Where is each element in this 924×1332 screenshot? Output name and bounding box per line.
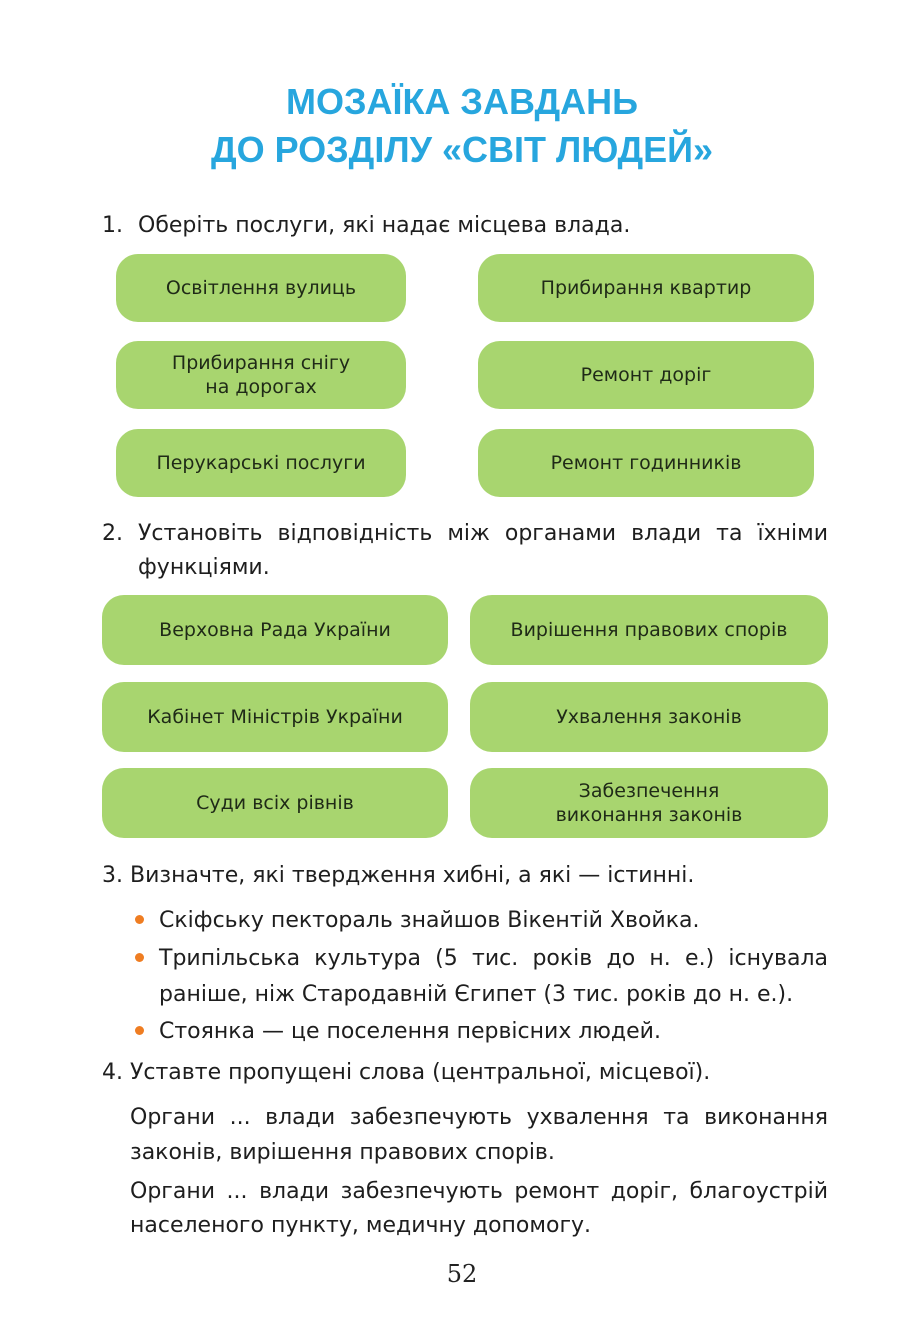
bullet-icon	[135, 915, 144, 924]
task4-text: 4. Уставте пропущені слова (центральної, місцевої).	[102, 1060, 711, 1085]
task4-paragraph-2-line1: Органи ... влади забезпечують ремонт доріг, благоустрій	[130, 1179, 828, 1204]
task1-number: 1.	[102, 213, 123, 238]
page-title-line-2: ДО РОЗДІЛУ «СВІТ ЛЮДЕЙ»	[210, 129, 714, 170]
task2-authority-courts[interactable]: Суди всіх рівнів	[102, 768, 448, 838]
task1-option-watch-repair[interactable]: Ремонт годинників	[478, 429, 814, 497]
task3-statement-1: Скіфську пектораль знайшов Вікентій Хвойка.	[159, 908, 700, 933]
task1-option-snow-removal[interactable]	[116, 341, 406, 409]
task2-function-law-enforcement-line2: виконання законів	[555, 804, 743, 826]
task3-statement-3: Стоянка — це поселення первісних людей.	[159, 1019, 661, 1044]
task1-option-street-lighting[interactable]: Освітлення вулиць	[116, 254, 406, 322]
task2-authority-cabinet-of-ministers[interactable]: Кабінет Міністрів України	[102, 682, 448, 752]
task2-function-law-enforcement[interactable]	[470, 768, 828, 838]
task1-text: Оберіть послуги, які надає місцева влада.	[138, 213, 631, 238]
task4-paragraph-2-line2: населеного пункту, медичну допомогу.	[130, 1213, 592, 1238]
task4-paragraph-1-line1: Органи ... влади забезпечують ухвалення та виконання	[130, 1105, 828, 1130]
task1-option-snow-removal-line2: на дорогах	[205, 376, 317, 398]
task1-option-hairdressing[interactable]: Перукарські послуги	[116, 429, 406, 497]
page-title-line-1: МОЗАЇКА ЗАВДАНЬ	[285, 81, 639, 122]
bullet-icon	[135, 1026, 144, 1035]
task2-function-law-adoption[interactable]: Ухвалення законів	[470, 682, 828, 752]
task2-authority-verkhovna-rada[interactable]: Верховна Рада України	[102, 595, 448, 665]
task4-paragraph-1-line2: законів, вирішення правових спорів.	[130, 1140, 555, 1165]
task2-text-line2: функціями.	[138, 555, 270, 580]
task2-number: 2.	[102, 521, 123, 546]
task1-option-road-repair[interactable]: Ремонт доріг	[478, 341, 814, 409]
task1-option-snow-removal-line1: Прибирання снігу	[171, 352, 351, 374]
page-number: 52	[446, 1260, 478, 1288]
bullet-icon	[135, 953, 144, 962]
task2-function-law-enforcement-line1: Забезпечення	[578, 780, 720, 802]
task3-statement-2-line1: Трипільська культура (5 тис. років до н. е.) існувала	[159, 946, 828, 971]
task2-function-legal-disputes[interactable]: Вирішення правових спорів	[470, 595, 828, 665]
task2-text-line1: Установіть відповідність між органами влади та їхніми	[138, 521, 828, 546]
task3-statement-2-line2: раніше, ніж Стародавній Єгипет (3 тис. років до н. е.).	[159, 982, 794, 1007]
task3-text: 3. Визначте, які твердження хибні, а які — істинні.	[102, 863, 695, 888]
task1-option-apartment-cleaning[interactable]: Прибирання квартир	[478, 254, 814, 322]
